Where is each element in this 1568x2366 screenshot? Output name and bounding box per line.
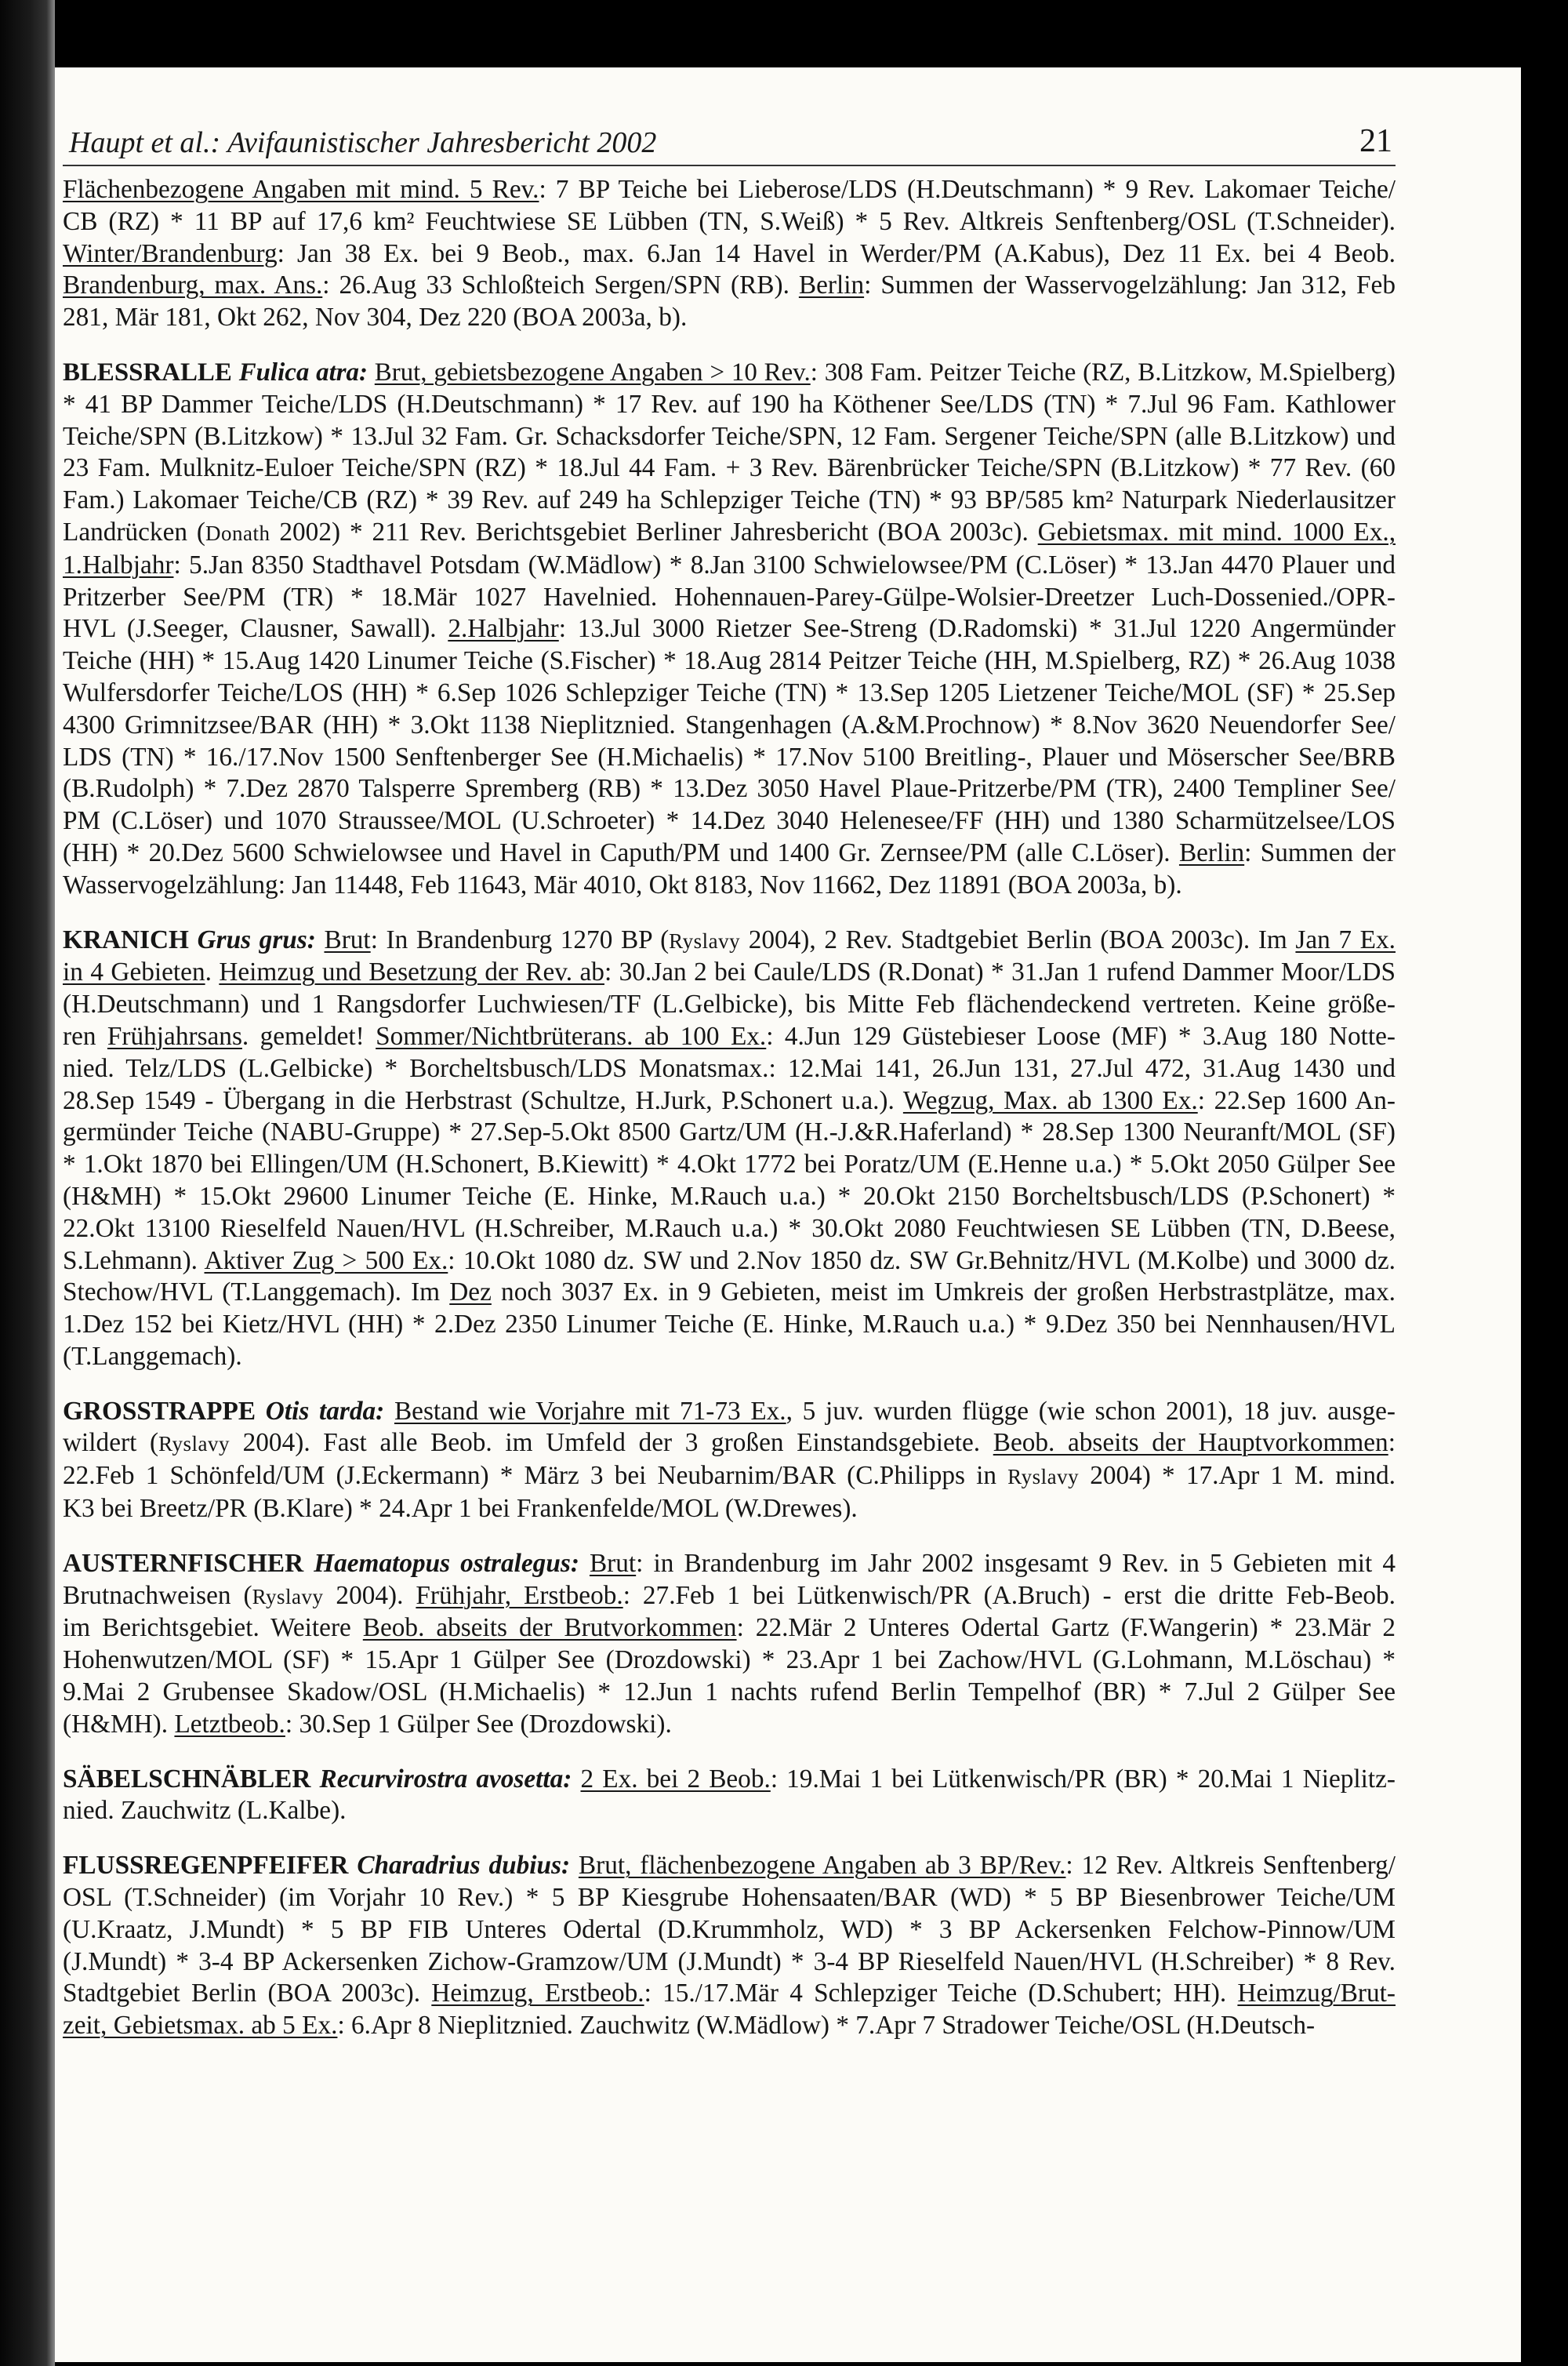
text-run: Landrücken ( — [63, 517, 205, 547]
text-run: Fam.) Lakomaer Teiche/CB (RZ) * 39 Rev. auf 249 ha Schlepziger Teiche (TN) * 93 BP/585 km² Naturpark Niederlausitzer — [63, 485, 1396, 515]
text-line — [63, 805, 1396, 838]
text-line — [63, 1053, 1396, 1085]
text-line — [63, 1493, 1396, 1525]
text-line — [63, 1460, 1396, 1493]
text-run: : 30.Jan 2 bei Caule/LDS (R.Donat) * 31.Jan 1 rufend Dammer Moor/LDS — [604, 958, 1396, 987]
text-run: : 30.Sep 1 Gülper See (Drozdowski). — [285, 1709, 672, 1739]
text-line — [63, 957, 1396, 989]
author-smallcaps: Ryslavy — [1007, 1465, 1080, 1489]
text-run: Wasservogelzählung: Jan 11448, Feb 11643, Mär 4010, Okt 8183, Nov 11662, Dez 11891 (BOA 2003a, b). — [63, 870, 1182, 900]
text-line — [63, 1978, 1396, 2010]
text-line — [63, 678, 1396, 710]
underlined-heading: Brut, flächenbezogene Angaben ab 3 BP/Rev. — [578, 1851, 1066, 1881]
underlined-heading: Wegzug, Max. ab 1300 Ex. — [902, 1085, 1198, 1115]
species-account — [63, 357, 1396, 902]
text-line — [63, 1085, 1396, 1118]
text-run: 2004) * 17.Apr 1 M. mind. — [1079, 1461, 1396, 1491]
text-run: 2002) * 211 Rev. Berichtsgebiet Berliner Jahresbericht (BOA 2003c). — [270, 517, 1038, 547]
text-run: : 13.Jul 3000 Rietzer See-Streng (D.Radomski) * 31.Jul 1220 Angermünder — [558, 614, 1396, 644]
text-run: wildert ( — [63, 1428, 159, 1458]
underlined-heading: Frühjahr, Erstbeob. — [416, 1580, 623, 1610]
text-line — [63, 989, 1396, 1021]
text-run: Teiche/SPN (B.Litzkow) * 13.Jul 32 Fam. Gr. Schacksdorfer Teiche/SPN, 12 Fam. Sergener Teiche/SPN (alle B.Litzkow) und — [63, 421, 1396, 451]
text-line — [63, 550, 1396, 582]
underlined-heading: in 4 Gebieten — [63, 958, 205, 987]
text-run: Stadtgebiet Berlin (BOA 2003c). — [63, 1979, 432, 2008]
text-line — [63, 838, 1396, 870]
underlined-heading: Heimzug und Besetzung der Rev. ab — [219, 958, 604, 987]
text-run: CB (RZ) * 11 BP auf 17,6 km² Feuchtwiese SE Lübben (TN, S.Weiß) * 5 Rev. Altkreis Senftenberg/OSL (T.Schneider). — [63, 206, 1396, 236]
text-run: (HH) * 20.Dez 5600 Schwielowsee und Havel in Caputh/PM und 1400 Gr. Zernsee/PM (alle C.Löser). — [63, 838, 1179, 867]
text-run: Brutnachweisen ( — [63, 1580, 252, 1610]
text-run: : In Brandenburg 1270 BP ( — [370, 925, 670, 954]
text-run: 2004), 2 Rev. Stadtgebiet Berlin (BOA 2003c). Im — [740, 925, 1296, 954]
species-name: SÄBELSCHNÄBLER — [63, 1764, 311, 1794]
scientific-name: Fulica atra — [238, 358, 359, 387]
running-head: Haupt et al.: Avifaunistischer Jahresbericht 2002 — [69, 126, 657, 159]
text-line: GROSSTRAPPE Otis tarda: Bestand wie Vorjahre mit 71-73 Ex., 5 juv. wurden flügge (wie schon 2001), 18 juv. ausge- — [63, 1396, 1396, 1426]
text-run: : Jan 38 Ex. bei 9 Beob., max. 6.Jan 14 Havel in Werder/PM (A.Kabus), Dez 11 Ex. bei 4 Beob. — [277, 238, 1396, 268]
author-smallcaps: Donath — [205, 521, 270, 545]
text-run: : — [1388, 1428, 1396, 1458]
text-run: : 27.Feb 1 bei Lütkenwisch/PR (A.Bruch) - erst die dritte Feb-Beob. — [622, 1580, 1396, 1610]
text-line — [63, 582, 1396, 614]
book-spine — [0, 0, 55, 2366]
text-run: : 19.Mai 1 bei Lütkenwisch/PR (BR) * 20.Mai 1 Nieplitz- — [770, 1764, 1396, 1794]
text-run: germünder Teiche (NABU-Gruppe) * 27.Sep-5.Okt 8500 Gartz/UM (H.-J.&R.Haferland) * 28.Sep 1300 Neuranft/MOL (SF) — [63, 1118, 1396, 1147]
text-run: : 26.Aug 33 Schloßteich Sergen/SPN (RB). — [322, 271, 799, 300]
text-line — [63, 1580, 1396, 1613]
text-run: . — [205, 958, 220, 987]
scientific-name: Recurvirostra avosetta — [319, 1764, 564, 1794]
text-line — [63, 1277, 1396, 1309]
underlined-heading: zeit, Gebietsmax. ab 5 Ex. — [63, 2011, 338, 2041]
underlined-heading: Gebietsmax. mit mind. 1000 Ex., — [1037, 517, 1396, 547]
text-run: 22.Okt 13100 Rieselfeld Nauen/HVL (H.Schreiber, M.Rauch u.a.) * 30.Okt 2080 Feuchtwiesen SE Lübben (TN, D.Beese, — [63, 1213, 1396, 1243]
text-line: KRANICH Grus grus: Brut: In Brandenburg 1270 BP (Ryslavy 2004), 2 Rev. Stadtgebiet Berlin (BOA 2003c). Im Jan 7 Ex. — [63, 925, 1396, 954]
species-account — [63, 925, 1396, 1373]
text-line — [63, 238, 1396, 271]
text-run: Wulfersdorfer Teiche/LOS (HH) * 6.Sep 1026 Schlepziger Teiche (TN) * 13.Sep 1205 Lietzener Teiche/MOL (SF) * 25.Sep — [63, 678, 1396, 707]
underlined-heading: Sommer/Nichtbrüterans. ab 100 Ex. — [376, 1021, 767, 1051]
scientific-name: Charadrius dubius — [357, 1851, 561, 1881]
text-run: HVL (J.Seeger, Clausner, Sawall). — [63, 614, 448, 644]
text-run: Teiche (HH) * 15.Aug 1420 Linumer Teiche (S.Fischer) * 18.Aug 2814 Peitzer Teiche (HH, M.Spielberg, RZ) * 26.Aug 1038 — [63, 646, 1396, 676]
text-line — [63, 1309, 1396, 1341]
text-run: * 41 BP Dammer Teiche/LDS (H.Deutschmann) * 17 Rev. auf 190 ha Köthener See/LDS (TN) * 7.Jul 96 Fam. Kathlower — [63, 389, 1396, 419]
underlined-heading: 2 Ex. bei 2 Beob. — [580, 1764, 771, 1794]
text-line — [63, 1677, 1396, 1709]
text-run: K3 bei Breetz/PR (B.Klare) * 24.Apr 1 bei Frankenfelde/MOL (W.Drewes). — [63, 1494, 858, 1524]
text-line — [63, 1795, 1396, 1827]
text-run: : 22.Mär 2 Unteres Odertal Gartz (F.Wangerin) * 23.Mär 2 — [736, 1613, 1396, 1643]
text-line — [63, 270, 1396, 302]
species-account — [63, 1396, 1396, 1525]
text-run: : 308 Fam. Peitzer Teiche (RZ, B.Litzkow, M.Spielberg) — [810, 358, 1396, 387]
text-run: * 1.Okt 1870 bei Ellingen/UM (H.Schonert, B.Kiewitt) * 4.Okt 1772 bei Poratz/UM (E.Henne u.a.) * 5.Okt 2050 Gülper See — [63, 1150, 1396, 1179]
text-line: SÄBELSCHNÄBLER Recurvirostra avosetta: 2 Ex. bei 2 Beob.: 19.Mai 1 bei Lütkenwisch/PR (BR) * 20.Mai 1 Nieplitz- — [63, 1764, 1396, 1794]
text-line — [63, 389, 1396, 421]
underlined-heading: Beob. abseits der Brutvorkommen — [362, 1613, 737, 1643]
underlined-heading: Brut, gebietsbezogene Angaben > 10 Rev. — [374, 358, 811, 387]
text-run: 1.Dez 152 bei Kietz/HVL (HH) * 2.Dez 2350 Linumer Teiche (E. Hinke, M.Rauch u.a.) * 9.Dez 350 bei Nennhausen/HVL — [63, 1310, 1396, 1339]
text-line — [63, 742, 1396, 774]
text-run: : 5.Jan 8350 Stadthavel Potsdam (W.Mädlow) * 8.Jan 3100 Schwielowsee/PM (C.Löser) * 13.Jan 4470 Plauer und — [173, 550, 1396, 580]
text-run: 23 Fam. Mulknitz-Euloer Teiche/SPN (RZ) * 18.Jul 44 Fam. + 3 Rev. Bärenbrücker Teiche/SPN (B.Litzkow) * 77 Rev. (60 — [63, 453, 1396, 483]
text-run: : in Brandenburg im Jahr 2002 insgesamt 9 Rev. in 5 Gebieten mit 4 — [636, 1548, 1396, 1578]
species-name: KRANICH — [63, 925, 189, 954]
species-account — [63, 1548, 1396, 1741]
underlined-heading: Dez — [449, 1277, 492, 1307]
text-line — [63, 613, 1396, 645]
text-line — [63, 1245, 1396, 1277]
text-run: 22.Feb 1 Schönfeld/UM (J.Eckermann) * März 3 bei Neubarnim/BAR (C.Philipps in — [63, 1461, 1008, 1491]
text-run: (H.Deutschmann) und 1 Rangsdorfer Luchwiesen/TF (L.Gelbicke), bis Mitte Feb flächendeckend vertreten. Keine größe- — [63, 990, 1396, 1019]
species-account — [63, 1850, 1396, 2042]
species-name: BLESSRALLE — [63, 358, 232, 387]
text-run: (J.Mundt) * 3-4 BP Ackersenken Zichow-Gramzow/UM (J.Mundt) * 3-4 BP Rieselfeld Nauen/HVL (H.Schreiber) * 8 Rev. — [63, 1946, 1396, 1976]
text-run: 4300 Grimnitzsee/BAR (HH) * 3.Okt 1138 Nieplitznied. Stangenhagen (A.&M.Prochnow) * 8.Nov 3620 Neuendorfer See/ — [63, 710, 1396, 740]
author-smallcaps: Ryslavy — [669, 929, 741, 953]
text-run: : 7 BP Teiche bei Lieberose/LDS (H.Deutschmann) * 9 Rev. Lakomaer Teiche/ — [539, 175, 1396, 204]
text-line — [63, 1612, 1396, 1645]
species-name: FLUSSREGENPFEIFER — [63, 1851, 349, 1881]
text-run: : Summen der Wasservogelzählung: Jan 312, Feb — [864, 271, 1396, 300]
text-run: : 6.Apr 8 Nieplitznied. Zauchwitz (W.Mädlow) * 7.Apr 7 Stradower Teiche/OSL (H.Deutsch- — [337, 2011, 1316, 2041]
text-line — [63, 1181, 1396, 1213]
text-run: 281, Mär 181, Okt 262, Nov 304, Dez 220 (BOA 2003a, b). — [63, 303, 688, 333]
species-account — [63, 1764, 1396, 1828]
underlined-heading: Brut — [324, 925, 371, 954]
text-run: nied. Telz/LDS (L.Gelbicke) * Borcheltsbusch/LDS Monatsmax.: 12.Mai 141, 26.Jun 131, 27.Jul 472, 31.Aug 1430 und — [63, 1053, 1396, 1083]
text-line — [63, 1645, 1396, 1677]
text-run: 2004). Fast alle Beob. im Umfeld der 3 großen Einstandsgebiete. — [229, 1428, 993, 1458]
text-line — [63, 1213, 1396, 1245]
underlined-heading: Jan 7 Ex. — [1295, 925, 1396, 954]
text-line — [63, 1021, 1396, 1053]
underlined-heading: Winter/Brandenburg — [63, 238, 278, 268]
text-run: PM (C.Löser) und 1070 Straussee/MOL (U.Schroeter) * 14.Dez 3040 Helenesee/FF (HH) und 1380 Scharmützelsee/LOS — [63, 806, 1396, 836]
text-line: AUSTERNFISCHER Haematopus ostralegus: Brut: in Brandenburg im Jahr 2002 insgesamt 9 Rev. in 5 Gebieten mit 4 — [63, 1548, 1396, 1578]
text-run: OSL (T.Schneider) (im Vorjahr 10 Rev.) * 5 BP Kiesgrube Hohensaaten/BAR (WD) * 5 BP Biesenbrower Teiche/UM — [63, 1883, 1396, 1913]
scientific-name: Haematopus ostralegus — [314, 1548, 571, 1578]
underlined-heading: Berlin — [798, 271, 865, 300]
underlined-heading: Heimzug/Brut- — [1237, 1979, 1396, 2008]
page-content — [63, 122, 1396, 2065]
underlined-heading: Brandenburg, max. Ans. — [63, 271, 323, 300]
text-run: noch 3037 Ex. in 9 Gebieten, meist im Umkreis der großen Herbstrastplätze, max. — [491, 1277, 1396, 1307]
text-run: (B.Rudolph) * 7.Dez 2870 Talsperre Spremberg (RB) * 13.Dez 3050 Havel Plaue-Pritzerbe/PM (TR), 2400 Templiner See/ — [63, 774, 1396, 804]
scientific-name: Grus grus — [197, 925, 307, 954]
text-run: nied. Zauchwitz (L.Kalbe). — [63, 1796, 347, 1826]
underlined-heading: Aktiver Zug > 500 Ex. — [204, 1245, 448, 1275]
text-line — [63, 421, 1396, 453]
text-line — [63, 2010, 1396, 2042]
species-name: AUSTERNFISCHER — [63, 1548, 304, 1578]
underlined-heading: Heimzug, Erstbeob. — [431, 1979, 644, 2008]
text-run: : 12 Rev. Altkreis Senftenberg/ — [1065, 1851, 1396, 1881]
text-run: : Summen der — [1244, 838, 1396, 867]
text-line — [63, 1914, 1396, 1946]
underlined-heading: Brut — [589, 1548, 637, 1578]
author-smallcaps: Ryslavy — [252, 1584, 324, 1608]
text-run: im Berichtsgebiet. Weitere — [63, 1613, 363, 1643]
text-line — [63, 1117, 1396, 1149]
page-header — [63, 122, 1396, 166]
text-line — [63, 302, 1396, 334]
text-run: : 4.Jun 129 Güstebieser Loose (MF) * 3.Aug 180 Notte- — [766, 1021, 1396, 1051]
text-line — [63, 1946, 1396, 1979]
species-account — [63, 174, 1396, 334]
text-line — [63, 206, 1396, 238]
text-run: LDS (TN) * 16./17.Nov 1500 Senftenberger See (H.Michaelis) * 17.Nov 5100 Breitling-, Plauer und Möserscher See/BRB — [63, 742, 1396, 772]
paper-page — [55, 67, 1521, 2362]
text-line: BLESSRALLE Fulica atra: Brut, gebietsbezogene Angaben > 10 Rev.: 308 Fam. Peitzer Teiche (RZ, B.Litzkow, M.Spielberg) — [63, 358, 1396, 387]
text-line — [63, 645, 1396, 678]
underlined-heading: Beob. abseits der Hauptvorkommen — [993, 1428, 1388, 1458]
species-accounts — [63, 174, 1396, 2042]
species-name: GROSSTRAPPE — [63, 1396, 256, 1426]
text-line — [63, 1427, 1396, 1460]
text-run: (H&MH). — [63, 1709, 175, 1739]
text-line — [63, 452, 1396, 485]
text-line — [63, 1149, 1396, 1181]
text-run: (H&MH) * 15.Okt 29600 Linumer Teiche (E. Hinke, M.Rauch u.a.) * 20.Okt 2150 Borcheltsbusch/LDS (P.Schonert) * — [63, 1181, 1396, 1211]
text-run: Pritzerber See/PM (TR) * 18.Mär 1027 Havelnied. Hohennauen-Parey-Gülpe-Wolsier-Dreetzer Luch-Dossenied./OPR- — [63, 582, 1396, 612]
text-line — [63, 710, 1396, 742]
text-line — [63, 1709, 1396, 1741]
text-line: FLUSSREGENPFEIFER Charadrius dubius: Brut, flächenbezogene Angaben ab 3 BP/Rev.: 12 Rev. Altkreis Senftenberg/ — [63, 1851, 1396, 1881]
text-run: : 15./17.Mär 4 Schlepziger Teiche (D.Schubert; HH). — [644, 1979, 1238, 2008]
text-run: Hohenwutzen/MOL (SF) * 15.Apr 1 Gülper See (Drozdowski) * 23.Apr 1 bei Zachow/HVL (G.Lohmann, M.Löschau) * — [63, 1645, 1396, 1675]
text-run: (U.Kraatz, J.Mundt) * 5 BP FIB Unteres Odertal (D.Krummholz, WD) * 3 BP Ackersenken Felchow-Pinnow/UM — [63, 1914, 1396, 1944]
text-line — [63, 174, 1396, 206]
text-run: : 10.Okt 1080 dz. SW und 2.Nov 1850 dz. SW Gr.Behnitz/HVL (M.Kolbe) und 3000 dz. — [448, 1245, 1396, 1275]
text-line — [63, 517, 1396, 550]
underlined-heading: 2.Halbjahr — [448, 614, 559, 644]
text-line — [63, 870, 1396, 902]
text-line — [63, 485, 1396, 517]
underlined-heading: 1.Halbjahr — [63, 550, 174, 580]
text-run: S.Lehmann). — [63, 1245, 205, 1275]
text-line — [63, 773, 1396, 805]
text-run: , 5 juv. wurden flügge (wie schon 2001), 18 juv. ausge- — [786, 1396, 1396, 1426]
underlined-heading: Bestand wie Vorjahre mit 71-73 Ex. — [394, 1396, 786, 1426]
underlined-heading: Letztbeob. — [174, 1709, 285, 1739]
text-run: 28.Sep 1549 - Übergang in die Herbstrast (Schultze, H.Jurk, P.Schonert u.a.). — [63, 1085, 903, 1115]
underlined-heading: Frühjahrsans — [107, 1021, 242, 1051]
text-line — [63, 1882, 1396, 1914]
text-run: (T.Langgemach). — [63, 1341, 242, 1371]
underlined-heading: Flächenbezogene Angaben mit mind. 5 Rev. — [63, 175, 539, 204]
text-run: Stechow/HVL (T.Langgemach). Im — [63, 1277, 450, 1307]
author-smallcaps: Ryslavy — [158, 1432, 230, 1456]
page-number: 21 — [1359, 123, 1392, 159]
text-run: : 22.Sep 1600 An- — [1197, 1085, 1396, 1115]
text-run: 2004). — [323, 1580, 416, 1610]
text-line — [63, 1341, 1396, 1373]
text-run: ren — [63, 1021, 107, 1051]
scientific-name: Otis tarda — [265, 1396, 376, 1426]
text-run: 9.Mai 2 Grubensee Skadow/OSL (H.Michaelis) * 12.Jun 1 nachts rufend Berlin Tempelhof (BR) * 7.Jul 2 Gülper See — [63, 1677, 1396, 1707]
text-run: . gemeldet! — [241, 1021, 376, 1051]
underlined-heading: Berlin — [1178, 838, 1245, 867]
